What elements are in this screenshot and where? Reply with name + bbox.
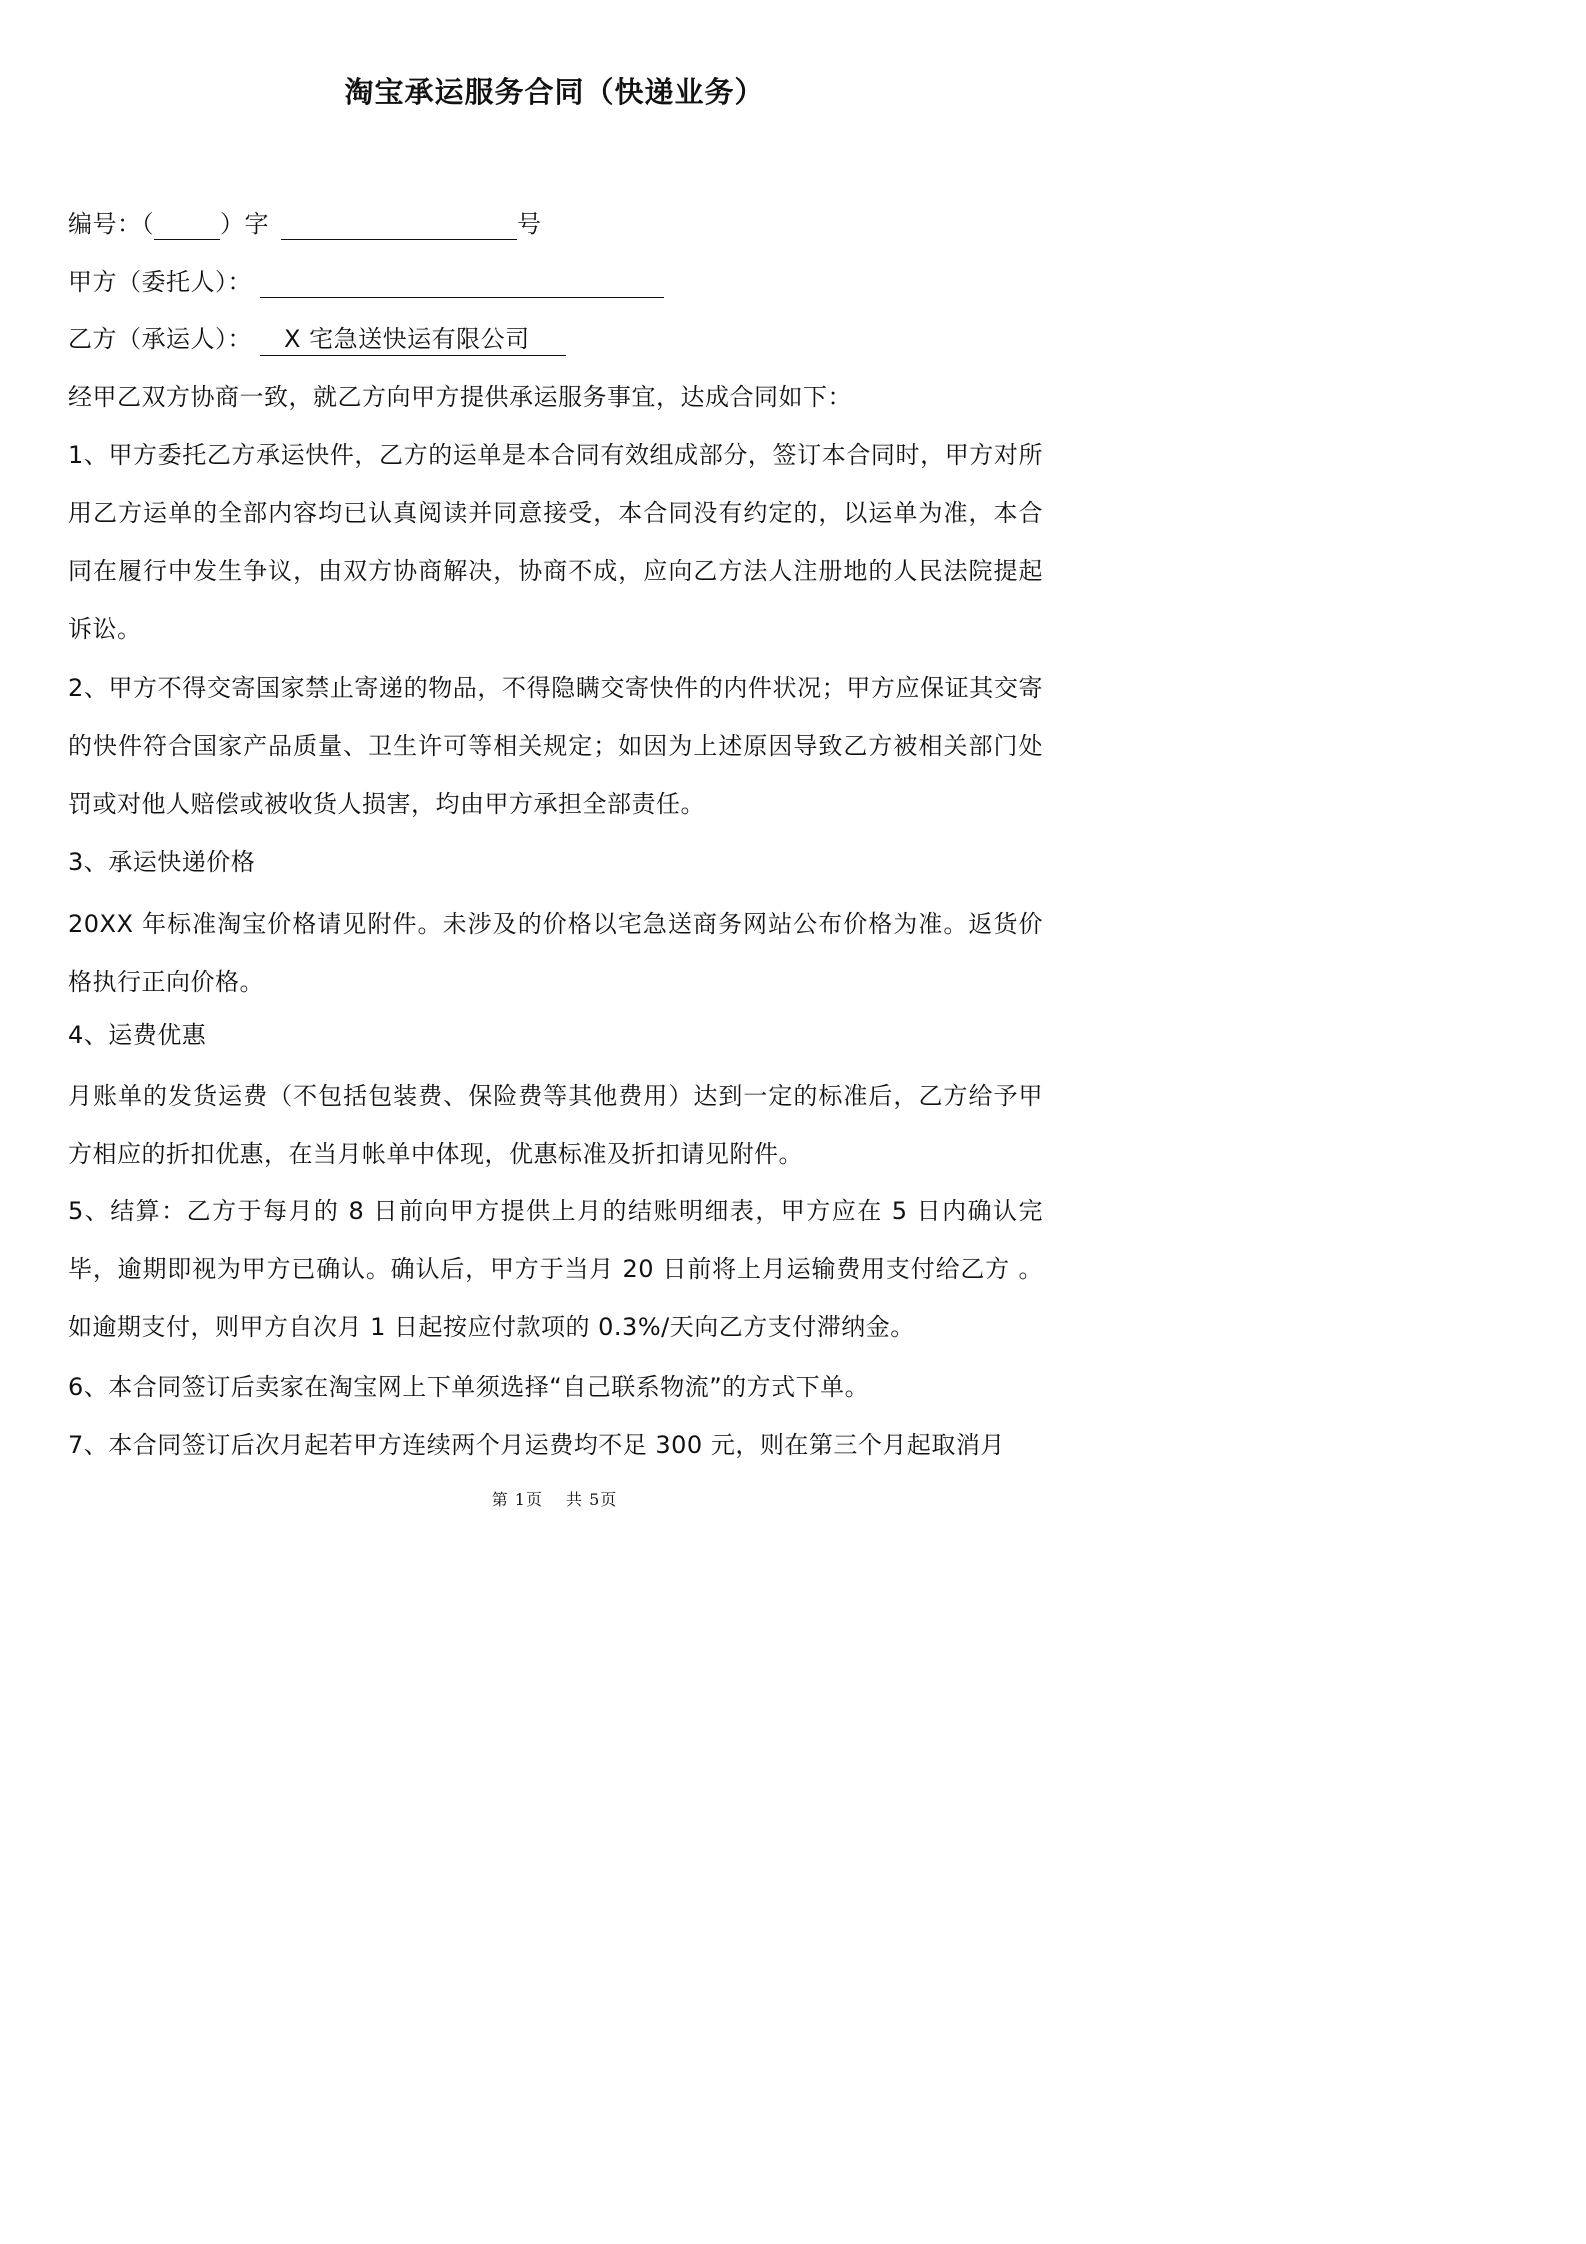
document-page (0, 0, 1109, 1568)
clause-4-heading: 4、运费优惠 (68, 1021, 207, 1049)
document-title: 淘宝承运服务合同（快递业务） (344, 75, 765, 109)
intro-paragraph: 经甲乙双方协商一致，就乙方向甲方提供承运服务事宜，达成合同如下： (68, 383, 852, 411)
number-blank (281, 209, 517, 240)
clause-3-body: 20XX 年标准淘宝价格请见附件。未涉及的价格以宅急送商务网站公布价格为准。返货价格执行正向价格。 (68, 910, 1043, 996)
clause-7: 7、本合同签订后次月起若甲方连续两个月运费均不足 300 元，则在第三个月起取消月 (68, 1431, 1005, 1459)
clause-2: 2、甲方不得交寄国家禁止寄递的物品，不得隐瞒交寄快件的内件状况；甲方应保证其交寄的快件符合国家产品质量、卫生许可等相关规定；如因为上述原因导致乙方被相关部门处罚或对他人赔偿或被收货人损害，均由甲方承担全部责任。 (68, 674, 1043, 818)
party-b-label: 乙方（承运人）： (68, 325, 252, 353)
number-year-blank (154, 209, 220, 240)
clause-5: 5、结算：乙方于每月的 8 日前向甲方提供上月的结账明细表，甲方应在 5 日内确认完毕，逾期即视为甲方已确认。确认后，甲方于当月 20 日前将上月运输费用支付给乙方 。如逾期支付，则甲方自次月 1 日起按应付款项的 0.3%/天向乙方支付滞纳金。 (68, 1197, 1043, 1341)
number-open: （ (141, 210, 154, 238)
number-label: 编号： (68, 210, 142, 238)
clause-4-body: 月账单的发货运费（不包括包装费、保险费等其他费用）达到一定的标准后，乙方给予甲方相应的折扣优惠，在当月帐单中体现，优惠标准及折扣请见附件。 (68, 1082, 1043, 1168)
clause-3-heading: 3、承运快递价格 (68, 848, 256, 876)
clause-1: 1、甲方委托乙方承运快件，乙方的运单是本合同有效组成部分，签订本合同时，甲方对所用乙方运单的全部内容均已认真阅读并同意接受，本合同没有约定的，以运单为准，本合同在履行中发生争议，由双方协商解决，协商不成，应向乙方法人注册地的人民法院提起诉讼。 (68, 441, 1043, 643)
party-a-line (68, 266, 664, 298)
clause-6: 6、本合同签订后卖家在淘宝网上下单须选择“自己联系物流”的方式下单。 (68, 1373, 870, 1401)
number-close: ）字 (220, 210, 269, 238)
number-suffix: 号 (517, 210, 542, 238)
party-b-value: X 宅急送快运有限公司 (260, 323, 566, 356)
page-footer: 第 1页 共 5页 (491, 1490, 618, 1509)
party-a-label: 甲方（委托人）： (68, 268, 252, 296)
contract-number-line (68, 208, 542, 240)
party-b-line (68, 323, 566, 356)
party-a-blank (260, 267, 664, 298)
